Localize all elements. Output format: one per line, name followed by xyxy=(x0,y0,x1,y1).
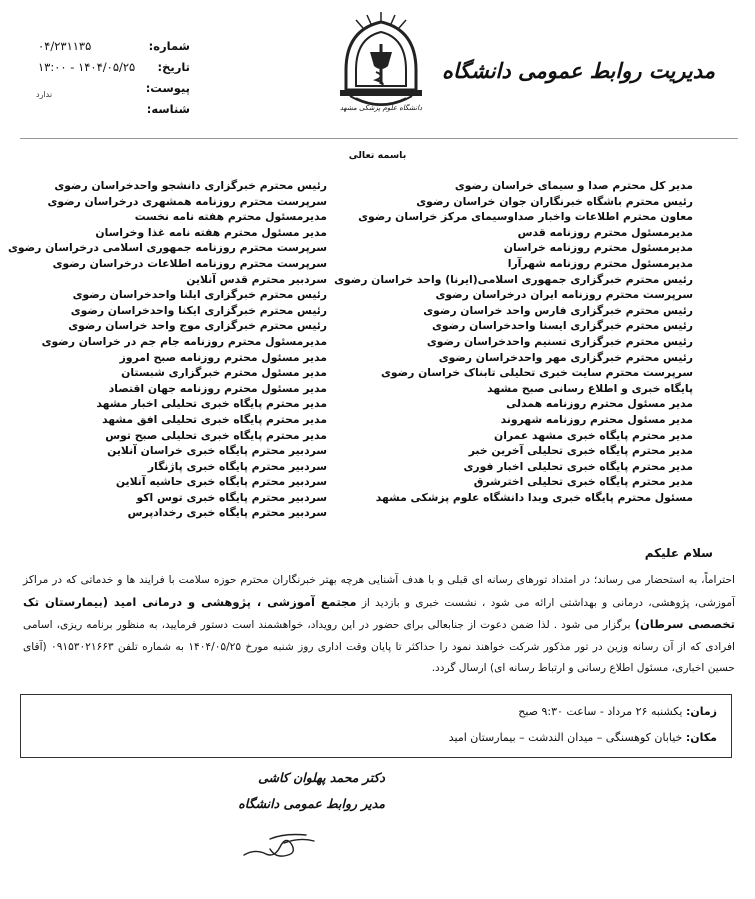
signatory-title: مدیر روابط عمومی دانشگاه xyxy=(238,796,385,811)
recipient-item: رئیس محترم خبرگزاری موج واحد خراسان رضوی xyxy=(68,319,327,333)
header-divider xyxy=(20,138,738,139)
recipient-item: سرپرست محترم روزنامه ایران درخراسان رضوی xyxy=(435,288,693,302)
recipient-item: رئیس محترم خبرگزاری فارس واحد خراسان رضوی xyxy=(423,303,693,317)
date-value: ۱۴۰۴/۰۵/۲۵ - ۱۳:۰۰ xyxy=(38,60,136,74)
recipient-item: مدیر محترم پایگاه خبری تحلیلی افق مشهد xyxy=(102,412,327,426)
recipient-item: سردبیر محترم قدس آنلاین xyxy=(186,272,327,286)
recipient-item: رئیس محترم باشگاه خبرنگاران جوان خراسان رضوی xyxy=(416,194,693,208)
recipient-item: سردبیر محترم پایگاه خبری خراسان آنلاین xyxy=(107,444,327,458)
recipient-item: مدیر محترم پایگاه خبری تحلیلی صبح توس xyxy=(105,428,327,442)
paragraph-part-2: برگزار می شود . لذا ضمن دعوت از جنابعالی برای حضور در این رویداد، خواهشمند است دستور فرمایید، به منظور برنامه ریزی، اسامی افرادی که از آن رسانه وزین در تور مذکور شرکت خواهند نمود را حداکثر تا پایان وقت اداری روز شنبه مورخ ۱۴۰۴/۰۵/۲۵ به شماره تلفن ۰۹۱۵۳۰۲۱۶۶۳ (آقای حسین اخباری، مسئول اطلاع رسانی و ارتباط رسانه ای) ارسال گردد. xyxy=(23,619,735,674)
signatory-name: دکتر محمد پهلوان کاشی xyxy=(258,770,385,785)
attachment-label: پیوست: xyxy=(145,81,190,95)
meta-date-row xyxy=(30,57,190,78)
paragraph-part-1: احتراماً، به استحضار می رساند؛ در امتداد تورهای رسانه ای قبلی و با هدف آشنایی هرچه بهتر خبرنگاران محترم حوزه سلامت با فرایند ها و خدماتی که در مراکز آموزشی، پژوهشی، درمانی و بهداشتی ارائه می شود ، نشست خبری و بازدید از xyxy=(23,574,735,609)
recipient-item: سرپرست محترم روزنامه همشهری درخراسان رضوی xyxy=(47,194,327,208)
recipient-item: مدیر مسئول محترم روزنامه صبح امروز xyxy=(119,350,327,364)
recipient-item: مدیر محترم پایگاه خبری تحلیلی اخبار فوری xyxy=(463,459,693,473)
date-label: تاریخ: xyxy=(157,60,190,74)
recipient-item: پایگاه خبری و اطلاع رسانی صبح مشهد xyxy=(487,381,693,395)
recipient-item: رئیس محترم خبرگزاری ایسنا واحدخراسان رضوی xyxy=(432,319,693,333)
department-title: مدیریت روابط عمومی دانشگاه xyxy=(441,58,715,83)
greeting: سلام علیکم xyxy=(644,546,713,560)
meta-id-row xyxy=(30,99,190,120)
recipient-item: مدیر محترم پایگاه خبری تحلیلی آخرین خبر xyxy=(468,444,693,458)
recipient-item: سردبیر محترم پایگاه خبری حاشیه آنلاین xyxy=(115,475,327,489)
recipient-item: سرپرست محترم سایت خبری تحلیلی تابناک خراسان رضوی xyxy=(381,366,693,380)
recipient-item: مدیر مسئول محترم روزنامه شهروند xyxy=(500,412,693,426)
recipient-item: مسئول محترم پایگاه خبری وبدا دانشگاه علوم پزشکی مشهد xyxy=(375,490,693,504)
recipient-item: مدیر کل محترم صدا و سیمای خراسان رضوی xyxy=(454,179,693,192)
recipient-item: مدیرمسئول محترم روزنامه قدس xyxy=(517,225,693,239)
recipient-item: مدیر محترم پایگاه خبری مشهد عمران xyxy=(494,428,693,442)
recipient-item: رئیس محترم خبرگزاری ایلنا واحدخراسان رضوی xyxy=(72,288,327,302)
event-place-row xyxy=(449,731,717,744)
recipient-item: سرپرست محترم روزنامه اطلاعات درخراسان رضوی xyxy=(52,256,327,270)
number-value: ۰۴/۲۳۱۱۳۵ xyxy=(38,39,92,53)
place-label: مکان: xyxy=(685,731,717,744)
basmala: باسمه تعالی xyxy=(348,150,407,161)
recipient-item: مدیر محترم پایگاه خبری تحلیلی اخترشرق xyxy=(473,475,693,489)
place-value: خیابان کوهسنگی – میدان الندشت – بیمارستان امید xyxy=(448,731,683,744)
recipient-item: مدیر محترم پایگاه خبری تحلیلی اخبار مشهد xyxy=(96,397,327,411)
recipient-item: مدیر مسئول محترم خبرگزاری شبستان xyxy=(121,366,327,380)
recipient-item: مدیرمسئول محترم هفته نامه نخست xyxy=(134,210,327,224)
recipient-item: مدیر مسئول محترم روزنامه جهان اقتصاد xyxy=(108,381,327,395)
recipient-item: مدیرمسئول محترم روزنامه جام جم در خراسان رضوی xyxy=(41,334,327,348)
recipient-item: رئیس محترم خبرگزاری دانشجو واحدخراسان رضوی xyxy=(54,179,327,192)
recipient-item: مدیرمسئول محترم روزنامه شهرآرا xyxy=(507,256,693,270)
logo-text: دانشگاه علوم پزشکی مشهد xyxy=(339,104,423,112)
recipient-item: مدیر مسئول محترم هفته نامه غذا وخراسان xyxy=(95,225,327,239)
recipients-right-column xyxy=(334,178,693,505)
paragraph-highlight: مجتمع آموزشی ، پژوهشی و درمانی امید (بیمارستان تک تخصصی سرطان) xyxy=(23,594,735,631)
recipient-item: سردبیر محترم پایگاه خبری پاژنگار xyxy=(147,459,327,473)
id-label: شناسه: xyxy=(146,102,190,116)
recipient-item: رئیس محترم خبرگزاری مهر واحدخراسان رضوی xyxy=(438,350,693,364)
recipients-left-column xyxy=(7,178,327,521)
recipient-item: مدیر مسئول محترم روزنامه همدلی xyxy=(506,397,693,411)
letter-paragraph xyxy=(23,570,735,680)
recipient-item: رئیس محترم خبرگزاری جمهوری اسلامی(ایرنا) واحد خراسان رضوی xyxy=(334,272,693,286)
handwritten-signature xyxy=(240,825,320,865)
number-label: شماره: xyxy=(148,39,190,53)
recipient-item: سردبیر محترم پایگاه خبری توس اکو xyxy=(136,490,327,504)
event-info-box xyxy=(20,694,732,758)
event-time-row xyxy=(518,705,717,718)
letter-metadata xyxy=(30,36,190,120)
meta-number-row xyxy=(30,36,190,57)
recipient-item: معاون محترم اطلاعات واخبار صداوسیمای مرکز خراسان رضوی xyxy=(358,210,693,224)
attachment-value: ندارد xyxy=(36,90,53,99)
recipient-item: سردبیر محترم پایگاه خبری رخدادپرس xyxy=(127,506,327,520)
recipient-item: سرپرست محترم روزنامه جمهوری اسلامی درخراسان رضوی xyxy=(8,241,327,255)
recipient-item: رئیس محترم خبرگزاری تسنیم واحدخراسان رضوی xyxy=(426,334,693,348)
university-logo xyxy=(326,10,436,130)
time-value: یکشنبه ۲۶ مرداد - ساعت ۹:۳۰ صبح xyxy=(518,705,683,718)
meta-attachment-row xyxy=(30,78,190,99)
recipient-item: مدیرمسئول محترم روزنامه خراسان xyxy=(503,241,693,255)
recipient-item: رئیس محترم خبرگزاری ایکنا واحدخراسان رضوی xyxy=(70,303,327,317)
time-label: زمان: xyxy=(685,705,717,718)
